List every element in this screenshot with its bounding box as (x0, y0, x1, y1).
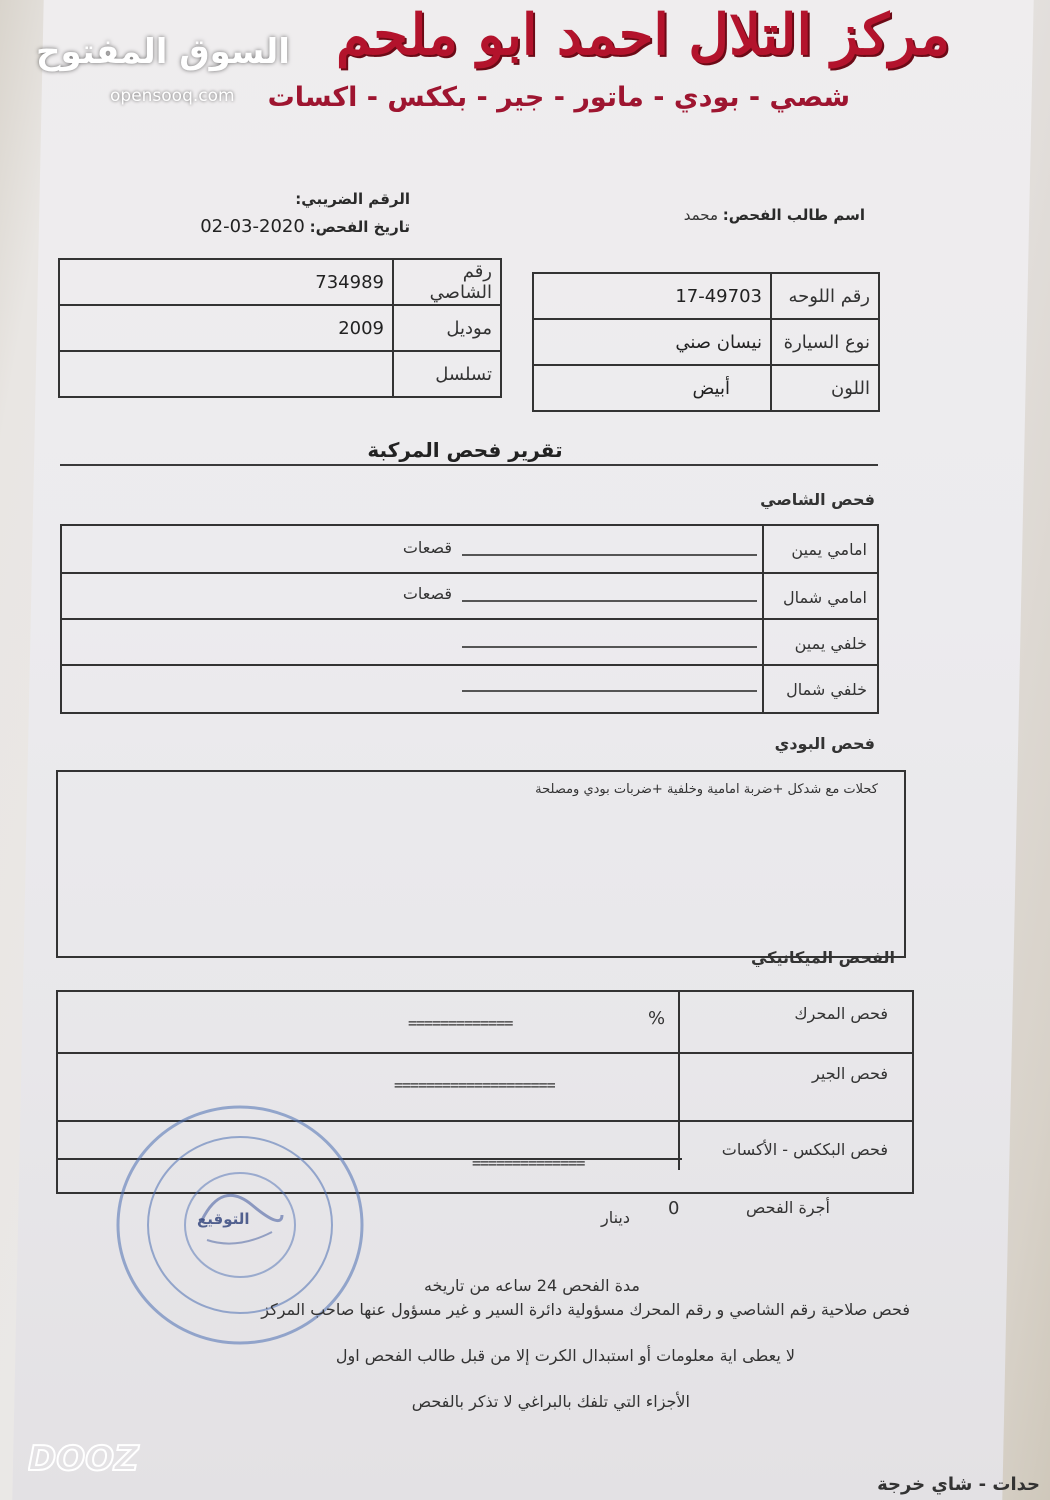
note-line: الأجزاء التي تلفك بالبراغي لا تذكر بالفحص (411, 1392, 690, 1411)
report-title: تقرير فحص المركبة (367, 438, 563, 462)
signature-label: التوقيع (197, 1210, 250, 1228)
opensooq-domain: opensooq.com (110, 86, 235, 106)
chassis-row-line (462, 554, 757, 556)
column-divider (678, 992, 680, 1170)
chassis-row-line (462, 690, 757, 692)
mechanical-row-label: فحص الجير (812, 1064, 888, 1083)
vehicle-info-box (532, 272, 880, 412)
chassis-row-value: قصعات (402, 538, 452, 557)
chassis-check-table (60, 524, 879, 714)
chassis-row-label: خلفي شمال (786, 680, 867, 699)
chassis-row-value: قصعات (402, 584, 452, 603)
body-check-text: كحلات مع شدكل +ضربة امامية وخلفية +ضربات بودي ومصلحة (535, 782, 878, 797)
mechanical-row-label: فحص المحرك (794, 1004, 888, 1023)
color-label: اللون (771, 365, 879, 411)
dooz-logo-text: DOOZ (28, 1440, 139, 1476)
note-line: فحص صلاحية رقم الشاصي و رقم المحرك مسؤولية دائرة السير و غير مسؤول عنها صاحب المركز (261, 1300, 910, 1319)
mechanical-row-value: ==================== (394, 1076, 555, 1094)
car-type-value: نيسان صني (533, 319, 771, 365)
opensooq-logo: السوق المفتوح (36, 32, 290, 72)
dooz-logo (28, 1440, 188, 1480)
car-type-label: نوع السيارة (771, 319, 879, 365)
row-divider (62, 572, 877, 574)
chassis-row-line (462, 646, 757, 648)
chassis-row-label: امامي يمين (791, 540, 867, 559)
model-value: 2009 (59, 305, 393, 351)
center-name-title: مركز التلال احمد ابو ملحم (335, 2, 950, 68)
row-divider (62, 664, 877, 666)
chassis-number-label: رقم الشاصي (393, 259, 501, 305)
requester-name: اسم طالب الفحص: محمد (683, 206, 865, 224)
engine-percent: % (648, 1008, 666, 1029)
body-check-title: فحص البودي (774, 734, 875, 753)
fee-value: 0 (668, 1198, 680, 1219)
row-divider (62, 618, 877, 620)
color-value: أبيض (533, 365, 771, 411)
fee-currency: دينار (600, 1208, 630, 1227)
note-line: لا يعطى اية معلومات أو استبدال الكرت إلا من قبل طالب الفحص اول (335, 1346, 795, 1365)
fee-label: أجرة الفحص (746, 1198, 830, 1217)
model-label: موديل (393, 305, 501, 351)
serial-value (59, 351, 393, 397)
bottom-cut-text: حدات - شاي خرجة (877, 1474, 1040, 1495)
serial-label: تسلسل (393, 351, 501, 397)
chassis-info-box (58, 258, 502, 398)
plate-value: 17-49703 (533, 273, 771, 319)
plate-label: رقم اللوحه (771, 273, 879, 319)
inspection-date-value: 02-03-2020 (200, 216, 305, 237)
mechanical-row-label: فحص البككس - الأكسات (721, 1140, 888, 1159)
mechanical-row-value: ============= (408, 1014, 513, 1032)
chassis-row-label: امامي شمال (782, 588, 867, 607)
chassis-row-label: خلفي يمين (794, 634, 867, 653)
note-line: مدة الفحص 24 ساعه من تاريخه (423, 1276, 640, 1295)
inspection-date: تاريخ الفحص: 02-03-2020 (200, 216, 410, 237)
tax-number-label: الرقم الضريبي: (295, 190, 410, 208)
mechanical-row-value: ============== (472, 1154, 585, 1172)
title-divider (60, 464, 878, 466)
chassis-number-value: 734989 (59, 259, 393, 305)
chassis-row-line (462, 600, 757, 602)
body-check-box (56, 770, 906, 958)
row-divider (58, 1052, 912, 1054)
chassis-check-title: فحص الشاصي (760, 490, 875, 509)
dooz-logo-icon (28, 1440, 188, 1476)
mechanical-check-title: الفحص الميكانيكي (750, 948, 895, 967)
services-subtitle: شصي - بودي - ماتور - جير - بككس - اكسات (267, 82, 850, 113)
